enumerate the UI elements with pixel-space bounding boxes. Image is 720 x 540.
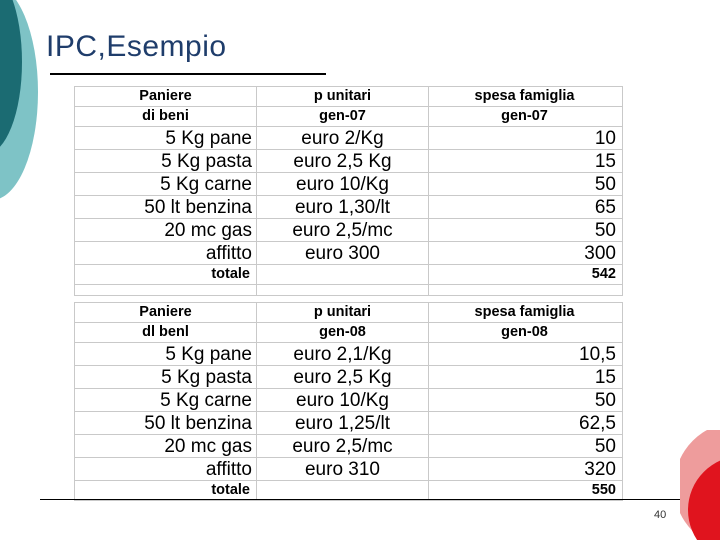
- spend-cell: 10,5: [429, 343, 623, 366]
- spend-cell: 10: [429, 127, 623, 150]
- header-cell: p unitari: [257, 303, 429, 323]
- item-cell: affitto: [75, 242, 257, 265]
- total-value: 550: [429, 481, 623, 501]
- basket-tables: [74, 86, 622, 499]
- spend-cell: 50: [429, 389, 623, 412]
- item-cell: 5 Kg pasta: [75, 366, 257, 389]
- table-row: [75, 196, 623, 219]
- spend-cell: 15: [429, 150, 623, 173]
- table-header-row: [75, 107, 623, 127]
- header-cell: dl benl: [75, 323, 257, 343]
- table-row: [75, 219, 623, 242]
- table-row: [75, 458, 623, 481]
- header-cell: gen-07: [429, 107, 623, 127]
- item-cell: affitto: [75, 458, 257, 481]
- spend-cell: 300: [429, 242, 623, 265]
- header-cell: di beni: [75, 107, 257, 127]
- table-header-row: [75, 87, 623, 107]
- slide-title: IPC,Esempio: [46, 30, 227, 63]
- table-row: [75, 150, 623, 173]
- empty-cell: [257, 481, 429, 501]
- header-cell: p unitari: [257, 87, 429, 107]
- price-cell: euro 310: [257, 458, 429, 481]
- price-cell: euro 2,5 Kg: [257, 366, 429, 389]
- item-cell: 50 lt benzina: [75, 196, 257, 219]
- page-number: 40: [654, 509, 667, 521]
- total-value: 542: [429, 265, 623, 285]
- spend-cell: 50: [429, 435, 623, 458]
- price-cell: euro 2,1/Kg: [257, 343, 429, 366]
- total-label: totale: [75, 265, 257, 285]
- spend-cell: 65: [429, 196, 623, 219]
- item-cell: 5 Kg carne: [75, 389, 257, 412]
- table-row: [75, 173, 623, 196]
- header-cell: gen-07: [257, 107, 429, 127]
- item-cell: 50 lt benzina: [75, 412, 257, 435]
- item-cell: 5 Kg pane: [75, 127, 257, 150]
- spend-cell: 15: [429, 366, 623, 389]
- item-cell: 5 Kg pane: [75, 343, 257, 366]
- header-cell: Paniere: [75, 303, 257, 323]
- table-row: [75, 127, 623, 150]
- basket-table-gen-07: [74, 86, 623, 296]
- price-cell: euro 10/Kg: [257, 173, 429, 196]
- table-row: [75, 412, 623, 435]
- header-cell: spesa famiglia: [429, 303, 623, 323]
- price-cell: euro 2/Kg: [257, 127, 429, 150]
- footer-divider: [40, 499, 680, 500]
- spend-cell: 50: [429, 219, 623, 242]
- right-decoration: [680, 430, 720, 540]
- spend-cell: 320: [429, 458, 623, 481]
- table-row: [75, 242, 623, 265]
- left-decoration: [0, 0, 40, 200]
- table-row: [75, 435, 623, 458]
- total-row: [75, 481, 623, 501]
- header-cell: Paniere: [75, 87, 257, 107]
- price-cell: euro 2,5/mc: [257, 435, 429, 458]
- table-row: [75, 366, 623, 389]
- header-cell: gen-08: [257, 323, 429, 343]
- empty-cell: [257, 265, 429, 285]
- price-cell: euro 1,30/lt: [257, 196, 429, 219]
- item-cell: 5 Kg carne: [75, 173, 257, 196]
- header-cell: spesa famiglia: [429, 87, 623, 107]
- title-underline: [50, 73, 326, 75]
- header-cell: gen-08: [429, 323, 623, 343]
- total-label: totale: [75, 481, 257, 501]
- item-cell: 20 mc gas: [75, 435, 257, 458]
- table-row: [75, 343, 623, 366]
- item-cell: 20 mc gas: [75, 219, 257, 242]
- table-row: [75, 389, 623, 412]
- price-cell: euro 2,5/mc: [257, 219, 429, 242]
- spend-cell: 62,5: [429, 412, 623, 435]
- spend-cell: 50: [429, 173, 623, 196]
- table-header-row: [75, 323, 623, 343]
- item-cell: 5 Kg pasta: [75, 150, 257, 173]
- price-cell: euro 1,25/lt: [257, 412, 429, 435]
- price-cell: euro 2,5 Kg: [257, 150, 429, 173]
- basket-table-gen-08: [74, 302, 623, 501]
- price-cell: euro 10/Kg: [257, 389, 429, 412]
- price-cell: euro 300: [257, 242, 429, 265]
- spacer-row: [75, 285, 623, 296]
- total-row: [75, 265, 623, 285]
- table-header-row: [75, 303, 623, 323]
